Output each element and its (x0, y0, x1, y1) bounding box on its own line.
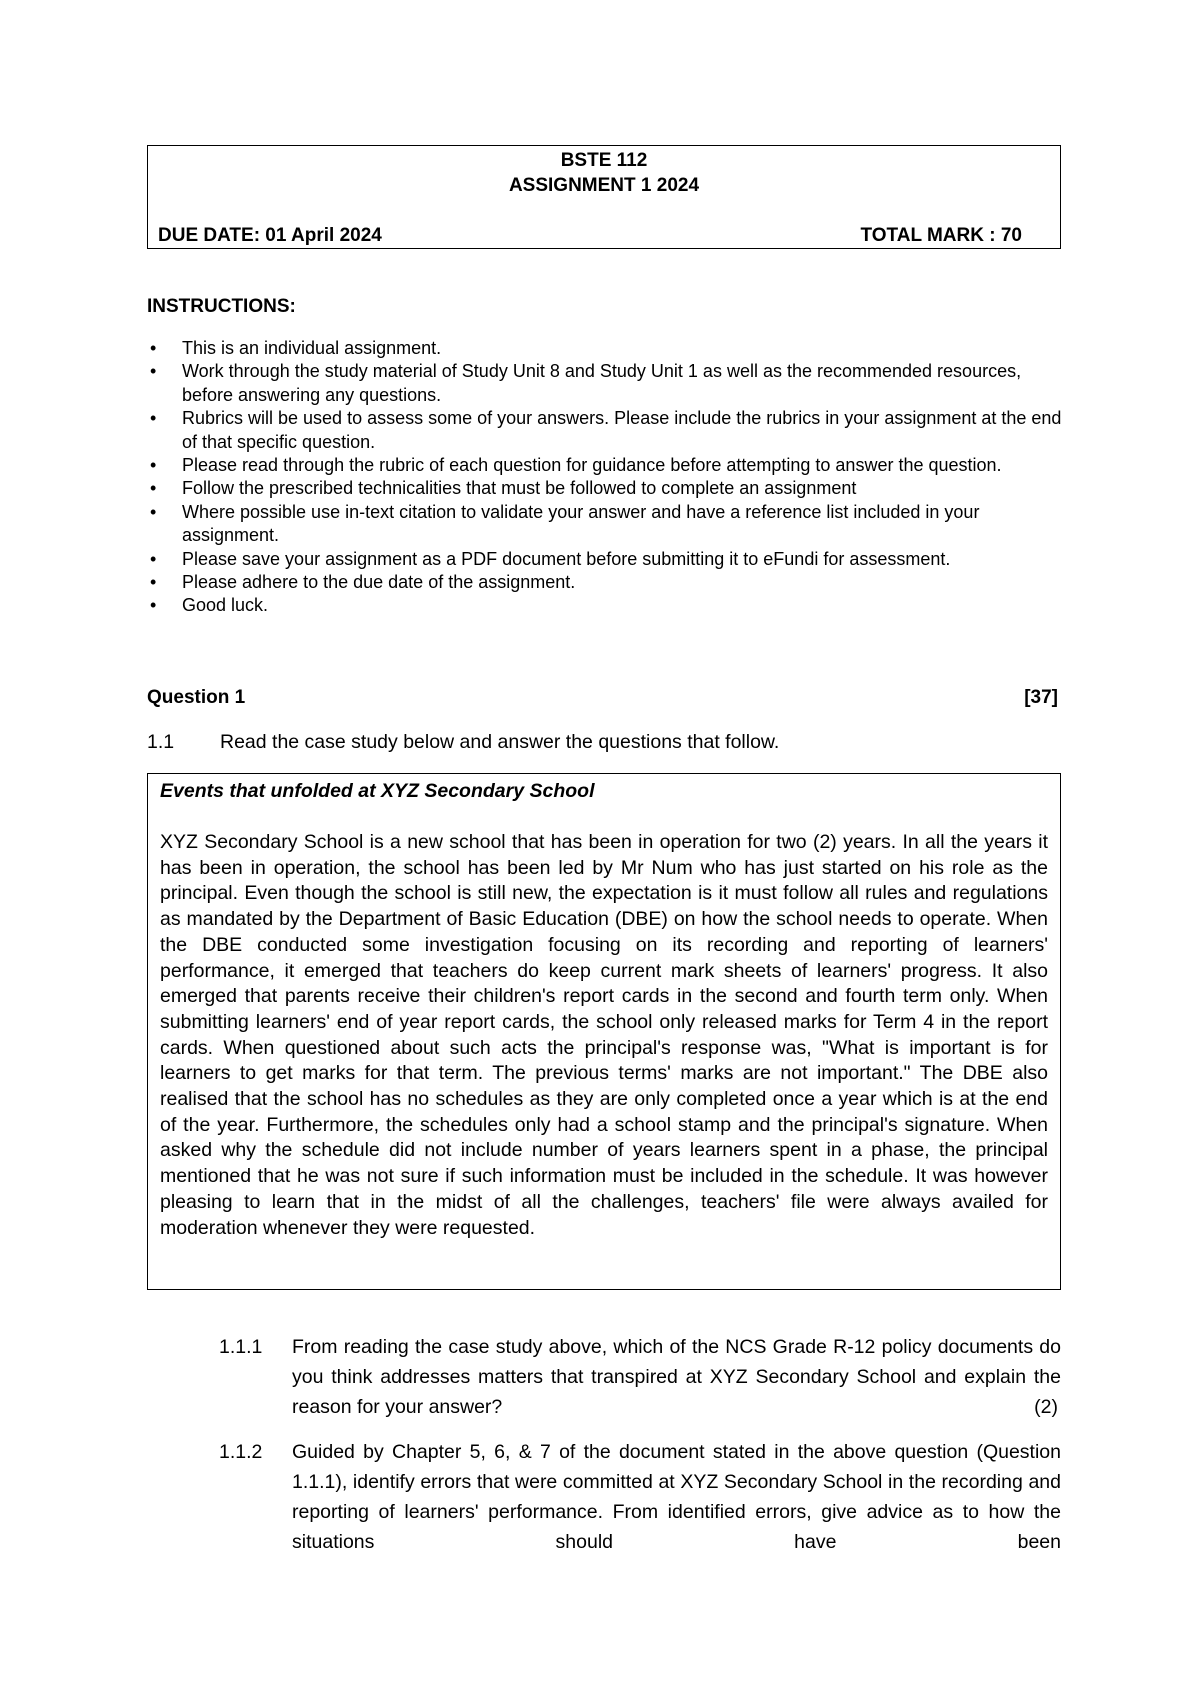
bullet-icon: • (150, 501, 157, 522)
instruction-text: Work through the study material of Study Unit 8 and Study Unit 1 as well as the recommended resources, before answering any questions. (182, 361, 1022, 405)
instruction-text: Please save your assignment as a PDF document before submitting it to eFundi for assessment. (182, 548, 951, 569)
list-item (147, 594, 1067, 617)
question-1-1-1 (219, 1332, 1061, 1422)
sub-question-number: 1.1.2 (219, 1441, 263, 1463)
total-mark: TOTAL MARK : 70 (860, 225, 1022, 246)
case-study-box (147, 773, 1061, 1290)
bullet-icon: • (150, 548, 157, 569)
instruction-text: Please adhere to the due date of the assignment. (182, 572, 576, 593)
instructions-list (147, 337, 1067, 618)
list-item (147, 454, 1067, 477)
instruction-text: Follow the prescribed technicalities that must be followed to complete an assignment (182, 478, 857, 499)
sub-question-body (292, 1332, 1061, 1422)
list-item (147, 360, 1067, 407)
bullet-icon: • (150, 478, 157, 499)
instruction-text: This is an individual assignment. (182, 338, 442, 358)
due-date: DUE DATE: 01 April 2024 (158, 225, 382, 246)
course-code: BSTE 112 (560, 150, 648, 171)
sub-question-number: 1.1.1 (219, 1336, 263, 1358)
case-study-title: Events that unfolded at XYZ Secondary School (160, 780, 595, 802)
instruction-text: Rubrics will be used to assess some of your answers. Please include the rubrics in your assignment at the end of that specific question. (182, 408, 1062, 452)
assignment-title: ASSIGNMENT 1 2024 (508, 175, 700, 196)
list-item (147, 501, 1067, 548)
list-item (147, 571, 1067, 594)
bullet-icon: • (150, 361, 157, 382)
instruction-text: Please read through the rubric of each question for guidance before attempting to answer the question. (182, 455, 1002, 476)
question-title: Question 1 (147, 687, 246, 708)
list-item (147, 337, 1067, 360)
instruction-text: Good luck. (182, 595, 269, 616)
bullet-icon: • (150, 455, 157, 476)
bullet-icon: • (150, 338, 157, 358)
bullet-icon: • (150, 572, 157, 593)
question-1-1-2 (219, 1437, 1061, 1557)
sub-question-text: From reading the case study above, which of the NCS Grade R-12 policy documents do you think addresses matters that transpired at XYZ Secondary School and explain the reason for your answer? (292, 1336, 1061, 1418)
question-1-heading (147, 686, 1061, 710)
assignment-header-box (147, 145, 1061, 249)
bullet-icon: • (150, 408, 157, 429)
bullet-icon: • (150, 595, 157, 616)
instruction-text: Where possible use in-text citation to validate your answer and have a reference list included in your assignment. (182, 501, 980, 546)
question-marks: [37] (1024, 687, 1058, 708)
case-study-body: XYZ Secondary School is a new school that has been in operation for two (2) years. In all the years it has been in operation, the school has been led by Mr Num who has just started on his role as the principal. Even though the school is still new, the expectation is it must follow all rules and regulations as mandated by the Department of Basic Education (DBE) on how the school needs to operate. When the DBE conducted some investigation focusing on its recording and reporting of learners' performance, it emerged that teachers do keep current mark sheets of learners' progress. It also emerged that parents receive their children's report cards in the second and fourth term only. When submitting learners' end of year report cards, the school only released marks for Term 4 in the report cards. When questioned about such acts the principal's response was, "What is important is for learners to get marks for that term. The previous terms' marks are not important." The DBE also realised that the school has no schedules as they are only completed once a year which is at the end of the year. Furthermore, the schedules only had a school stamp and the principal's signature. When asked why the schedule did not include number of years learners spent in a phase, the principal mentioned that he was not sure if such information must be included in the schedule. It was however pleasing to learn that in the midst of all the challenges, teachers' file were always availed for moderation whenever they were requested. (160, 831, 1048, 1239)
instructions-heading: INSTRUCTIONS: (147, 296, 296, 317)
sub-question-text: Guided by Chapter 5, 6, & 7 of the document stated in the above question (Question 1.1.1), identify errors that were committed at XYZ Secondary School in the recording and reporting of learners' performance. From identified errors, give advice as to how the situations should have been (292, 1441, 1061, 1553)
list-item (147, 548, 1067, 571)
list-item (147, 477, 1067, 500)
sub-question-text: Read the case study below and answer the questions that follow. (220, 731, 780, 753)
sub-question-mark: (2) (1034, 1396, 1058, 1418)
list-item (147, 407, 1067, 454)
sub-question-number: 1.1 (147, 731, 175, 753)
